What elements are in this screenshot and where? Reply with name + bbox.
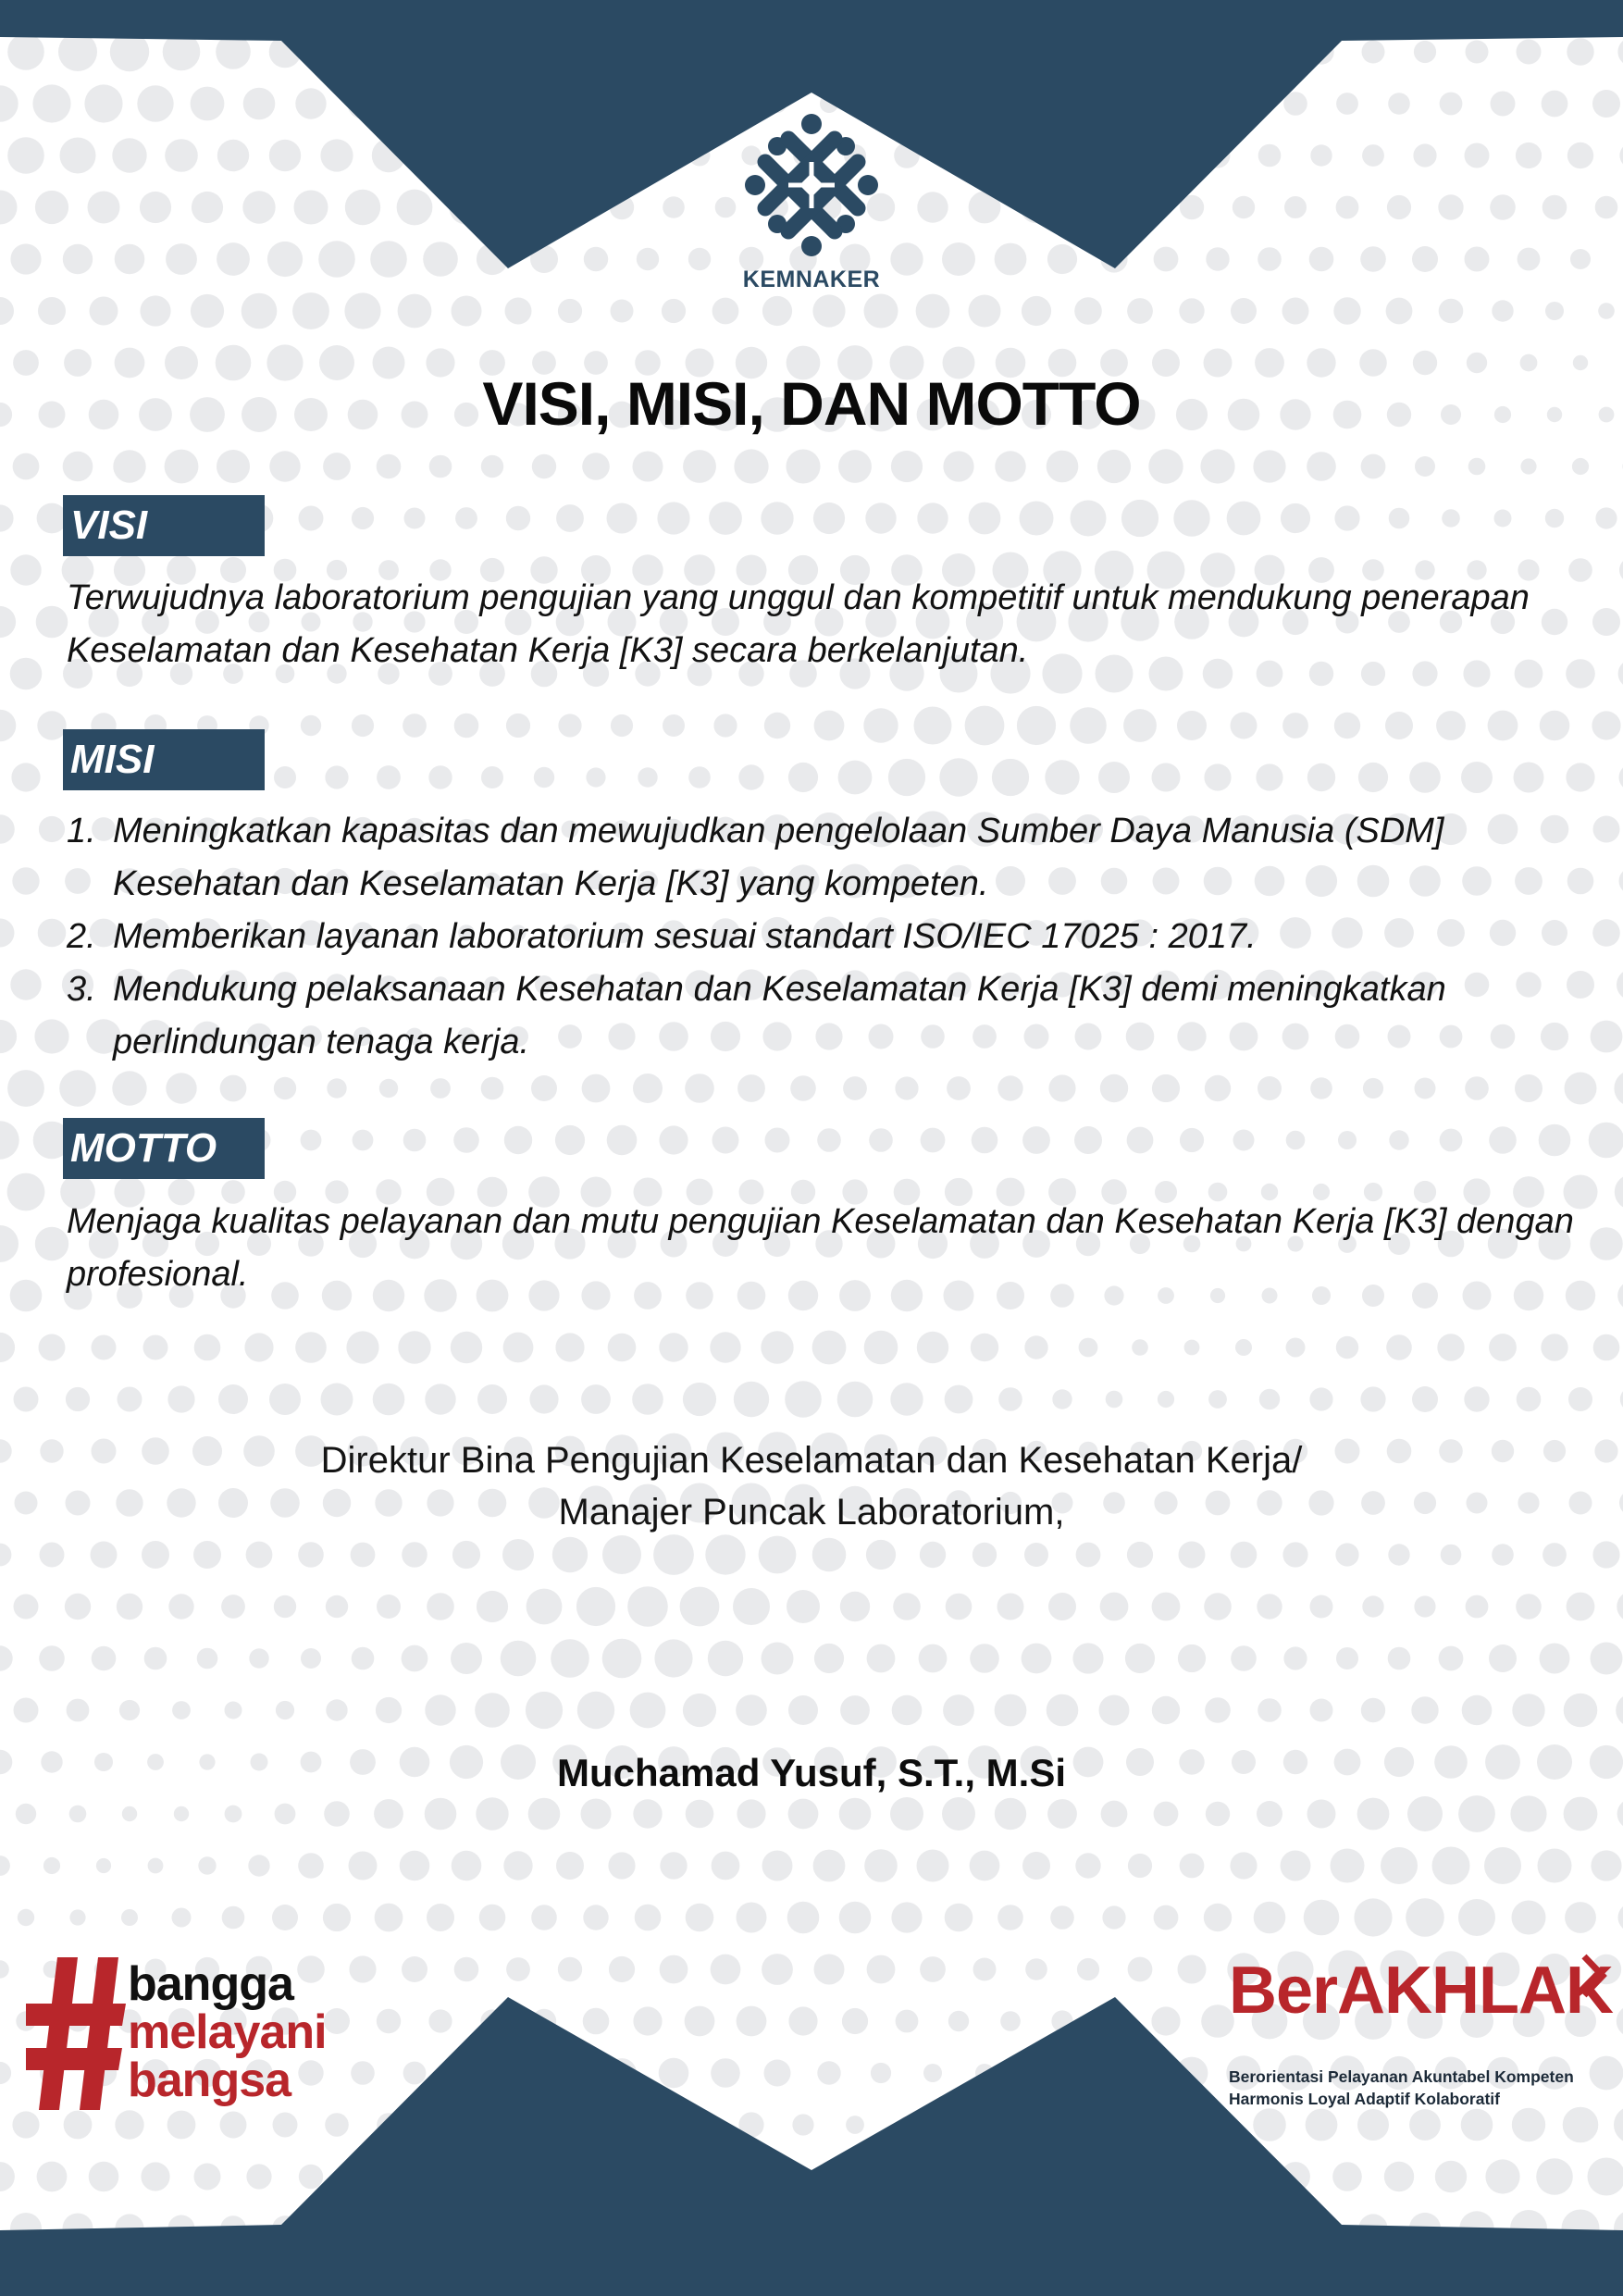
signer-title-line: Direktur Bina Pengujian Keselamatan dan Kesehatan Kerja/ — [320, 1440, 1303, 1481]
misi-item-text: Memberikan layanan laboratorium sesuai standart ISO/IEC 17025 : 2017. — [113, 917, 1257, 956]
kemnaker-logo-icon — [742, 111, 881, 259]
misi-item — [67, 805, 1593, 911]
melayani-word: melayani — [128, 2005, 327, 2059]
hashtag-icon — [26, 1957, 128, 2110]
bangga-word: bangga — [128, 1957, 293, 2011]
signer-title-line: Manajer Puncak Laboratorium, — [558, 1492, 1065, 1533]
berakhlak-wordmark: BerAKHLAK — [1229, 1954, 1614, 2028]
misi-item — [67, 963, 1593, 1069]
misi-item-number: 1. — [67, 812, 96, 850]
bangsa-word: bangsa — [128, 2054, 291, 2107]
misi-item — [67, 911, 1593, 963]
signer-name: Muchamad Yusuf, S.T., M.Si — [557, 1751, 1066, 1794]
berakhlak-tagline: Berorientasi Pelayanan Akuntabel Kompeten — [1229, 2067, 1574, 2086]
motto-heading: MOTTO — [63, 1118, 265, 1179]
visi-heading: VISI — [63, 495, 265, 556]
berakhlak-tagline: Harmonis Loyal Adaptif Kolaboratif — [1229, 2090, 1500, 2108]
motto-text: Menjaga kualitas pelayanan dan mutu pengujian Keselamatan dan Kesehatan Kerja [K3] dengan profesional. — [67, 1202, 1574, 1294]
logo-text: KEMNAKER — [742, 267, 881, 292]
misi-item-number: 3. — [67, 970, 96, 1009]
page-title: VISI, MISI, DAN MOTTO — [482, 369, 1141, 438]
misi-item-text: Mendukung pelaksanaan Kesehatan dan Keselamatan Kerja [K3] demi meningkatkan perlindungan tenaga kerja. — [113, 970, 1446, 1061]
kemnaker-logo — [719, 111, 904, 293]
misi-item-number: 2. — [67, 917, 96, 956]
signer-title — [0, 1434, 1623, 1538]
misi-heading: MISI — [63, 729, 265, 790]
berakhlak-logo — [1229, 1953, 1614, 2119]
chevron-right-icon — [1580, 1953, 1608, 1999]
misi-list — [67, 805, 1593, 1069]
bangga-melayani-bangsa-logo — [26, 1957, 359, 2115]
misi-item-text: Meningkatkan kapasitas dan mewujudkan pengelolaan Sumber Daya Manusia (SDM] Kesehatan dan Keselamatan Kerja [K3] yang kompeten. — [113, 812, 1444, 903]
visi-text: Terwujudnya laboratorium pengujian yang unggul dan kompetitif untuk mendukung penerapan Keselamatan dan Kesehatan Kerja [K3] secara berkelanjutan. — [67, 578, 1530, 670]
